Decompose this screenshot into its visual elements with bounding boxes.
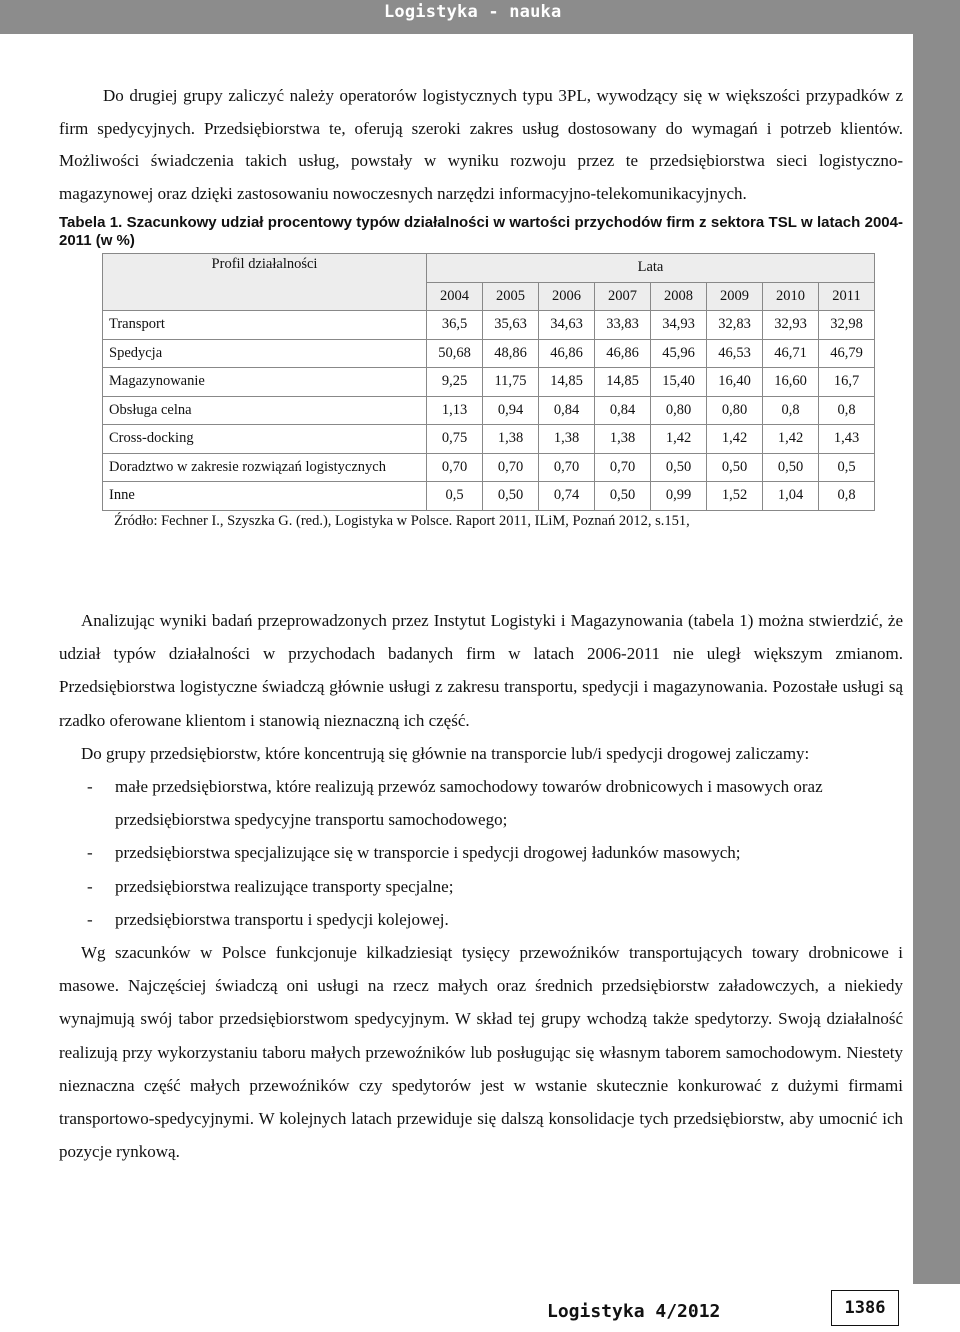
value-cell: 0,50 <box>595 482 651 511</box>
table-source: Źródło: Fechner I., Szyszka G. (red.), Logistyka w Polsce. Raport 2011, ILiM, Poznań 2012, s.151, <box>114 512 690 529</box>
value-cell: 14,85 <box>539 368 595 397</box>
intro-paragraph: Do drugiej grupy zaliczyć należy operatorów logistycznych typu 3PL, wywodzący się w większości przypadków z firm spedycyjnych. Przedsiębiorstwa te, oferują szeroki zakres usług dostosowany do wymagań i potrzeb klientów. Możliwości świadczenia takich usług, powstały w wyniku rozwoju przez te przedsiębiorstwa sieci logistyczno-magazynowej oraz dzięki zastosowaniu nowoczesnych narzędzi informacyjno-telekomunikacyjnych. <box>59 86 903 203</box>
value-cell: 0,75 <box>427 425 483 454</box>
row-label-cell: Transport <box>103 311 427 340</box>
value-cell: 1,04 <box>763 482 819 511</box>
year-cell: 2011 <box>819 282 875 311</box>
value-cell: 16,60 <box>763 368 819 397</box>
years-header-cell: Lata <box>427 254 875 283</box>
value-cell: 16,40 <box>707 368 763 397</box>
profile-header-cell: Profil działalności <box>103 254 427 311</box>
value-cell: 33,83 <box>595 311 651 340</box>
value-cell: 0,8 <box>819 482 875 511</box>
table-row <box>103 368 875 397</box>
value-cell: 0,8 <box>763 396 819 425</box>
body-section <box>59 604 903 1168</box>
bullet-text: małe przedsiębiorstwa, które realizują przewóz samochodowy towarów drobnicowych i masowych oraz przedsiębiorstwa spedycyjne transportu samochodowego; <box>115 777 823 830</box>
bullet-item <box>59 770 903 836</box>
intro-section <box>59 80 903 530</box>
table-row <box>103 311 875 340</box>
page-number: 1386 <box>831 1290 899 1326</box>
value-cell: 46,79 <box>819 339 875 368</box>
value-cell: 0,70 <box>595 453 651 482</box>
table-caption <box>59 214 903 250</box>
value-cell: 0,5 <box>819 453 875 482</box>
activity-share-table <box>102 253 875 511</box>
value-cell: 32,93 <box>763 311 819 340</box>
bullet-text: przedsiębiorstwa realizujące transporty specjalne; <box>115 876 454 896</box>
table-row <box>103 396 875 425</box>
value-cell: 35,63 <box>483 311 539 340</box>
value-cell: 0,50 <box>763 453 819 482</box>
bullet-dash: - <box>87 876 93 896</box>
value-cell: 34,63 <box>539 311 595 340</box>
value-cell: 0,70 <box>483 453 539 482</box>
value-cell: 15,40 <box>651 368 707 397</box>
value-cell: 0,50 <box>651 453 707 482</box>
value-cell: 32,83 <box>707 311 763 340</box>
value-cell: 0,80 <box>707 396 763 425</box>
value-cell: 46,86 <box>539 339 595 368</box>
value-cell: 0,8 <box>819 396 875 425</box>
row-label-cell: Magazynowanie <box>103 368 427 397</box>
value-cell: 1,43 <box>819 425 875 454</box>
row-label-cell: Doradztwo w zakresie rozwiązań logistycznych <box>103 453 427 482</box>
footer-title: Logistyka 4/2012 <box>547 1301 721 1322</box>
table-caption-text: Szacunkowy udział procentowy typów działalności w wartości przychodów firm z sektora TSL w latach 2004-2011 (w %) <box>59 214 903 249</box>
table-header-row <box>103 254 875 283</box>
analysis-paragraph: Analizując wyniki badań przeprowadzonych przez Instytut Logistyki i Magazynowania (tabela 1) można stwierdzić, że udział typów działalności w przychodach badanych firm w latach 2006-2011 nie uległ większym zmianom. Przedsiębiorstwa logistyczne świadczą głównie usługi z zakresu transportu, spedycji i magazynowania. Pozostałe usługi są rzadko oferowane klientom i stanowią nieznaczną ich część. <box>59 611 903 730</box>
value-cell: 0,84 <box>539 396 595 425</box>
table-row <box>103 425 875 454</box>
value-cell: 1,42 <box>707 425 763 454</box>
value-cell: 1,38 <box>595 425 651 454</box>
year-cell: 2010 <box>763 282 819 311</box>
value-cell: 46,86 <box>595 339 651 368</box>
bullet-text: przedsiębiorstwa specjalizujące się w transporcie i spedycji drogowej ładunków masowych; <box>115 843 741 863</box>
year-cell: 2006 <box>539 282 595 311</box>
value-cell: 1,42 <box>651 425 707 454</box>
row-label-cell: Obsługa celna <box>103 396 427 425</box>
value-cell: 46,71 <box>763 339 819 368</box>
value-cell: 0,80 <box>651 396 707 425</box>
value-cell: 1,38 <box>539 425 595 454</box>
header-title: Logistyka - nauka <box>384 2 562 22</box>
footer-band <box>0 1284 960 1332</box>
table-row <box>103 453 875 482</box>
value-cell: 1,38 <box>483 425 539 454</box>
year-cell: 2004 <box>427 282 483 311</box>
bullet-dash: - <box>87 909 93 929</box>
bullet-text: przedsiębiorstwa transportu i spedycji kolejowej. <box>115 909 449 929</box>
row-label-cell: Inne <box>103 482 427 511</box>
value-cell: 1,42 <box>763 425 819 454</box>
header-band <box>0 0 960 34</box>
table-row <box>103 482 875 511</box>
bullet-item <box>59 836 903 869</box>
value-cell: 14,85 <box>595 368 651 397</box>
value-cell: 50,68 <box>427 339 483 368</box>
value-cell: 11,75 <box>483 368 539 397</box>
value-cell: 36,5 <box>427 311 483 340</box>
value-cell: 32,98 <box>819 311 875 340</box>
right-margin-band <box>913 34 960 1284</box>
value-cell: 9,25 <box>427 368 483 397</box>
table-row <box>103 339 875 368</box>
value-cell: 46,53 <box>707 339 763 368</box>
value-cell: 1,52 <box>707 482 763 511</box>
market-paragraph: Wg szacunków w Polsce funkcjonuje kilkadziesiąt tysięcy przewoźników transportujących towary drobnicowe i masowe. Najczęściej świadczą oni usługi na rzecz małych oraz średnich przedsiębiorstw załadowczych, a niekiedy wynajmują swój tabor przedsiębiorstwom spedycyjnym. W skład tej grupy wchodzą także spedytorzy. Swoją działalność realizują przy wykorzystaniu taboru małych przewoźników lub posługując się własnym taborem samochodowym. Niestety nieznaczna część małych przewoźników czy spedytorów jest w wstanie skutecznie konkurować z dużymi firmami transportowo-spedycyjnymi. W kolejnych latach przewiduje się dalszą konsolidacje tych przedsiębiorstw, aby umocnić ich pozycje rynkową. <box>59 943 903 1162</box>
value-cell: 0,5 <box>427 482 483 511</box>
value-cell: 0,70 <box>539 453 595 482</box>
row-label-cell: Cross-docking <box>103 425 427 454</box>
value-cell: 0,94 <box>483 396 539 425</box>
bullet-item <box>59 870 903 903</box>
value-cell: 34,93 <box>651 311 707 340</box>
year-cell: 2009 <box>707 282 763 311</box>
bullet-dash: - <box>87 843 93 863</box>
year-cell: 2008 <box>651 282 707 311</box>
value-cell: 0,84 <box>595 396 651 425</box>
value-cell: 0,70 <box>427 453 483 482</box>
value-cell: 48,86 <box>483 339 539 368</box>
year-cell: 2007 <box>595 282 651 311</box>
group-intro-paragraph: Do grupy przedsiębiorstw, które koncentrują się głównie na transporcie lub/i spedycji drogowej zaliczamy: <box>81 743 810 763</box>
value-cell: 0,50 <box>483 482 539 511</box>
table-caption-label: Tabela 1. <box>59 214 123 231</box>
year-cell: 2005 <box>483 282 539 311</box>
value-cell: 1,13 <box>427 396 483 425</box>
value-cell: 0,50 <box>707 453 763 482</box>
bullet-item <box>59 903 903 936</box>
value-cell: 45,96 <box>651 339 707 368</box>
bullet-dash: - <box>87 777 93 797</box>
value-cell: 16,7 <box>819 368 875 397</box>
row-label-cell: Spedycja <box>103 339 427 368</box>
value-cell: 0,74 <box>539 482 595 511</box>
value-cell: 0,99 <box>651 482 707 511</box>
